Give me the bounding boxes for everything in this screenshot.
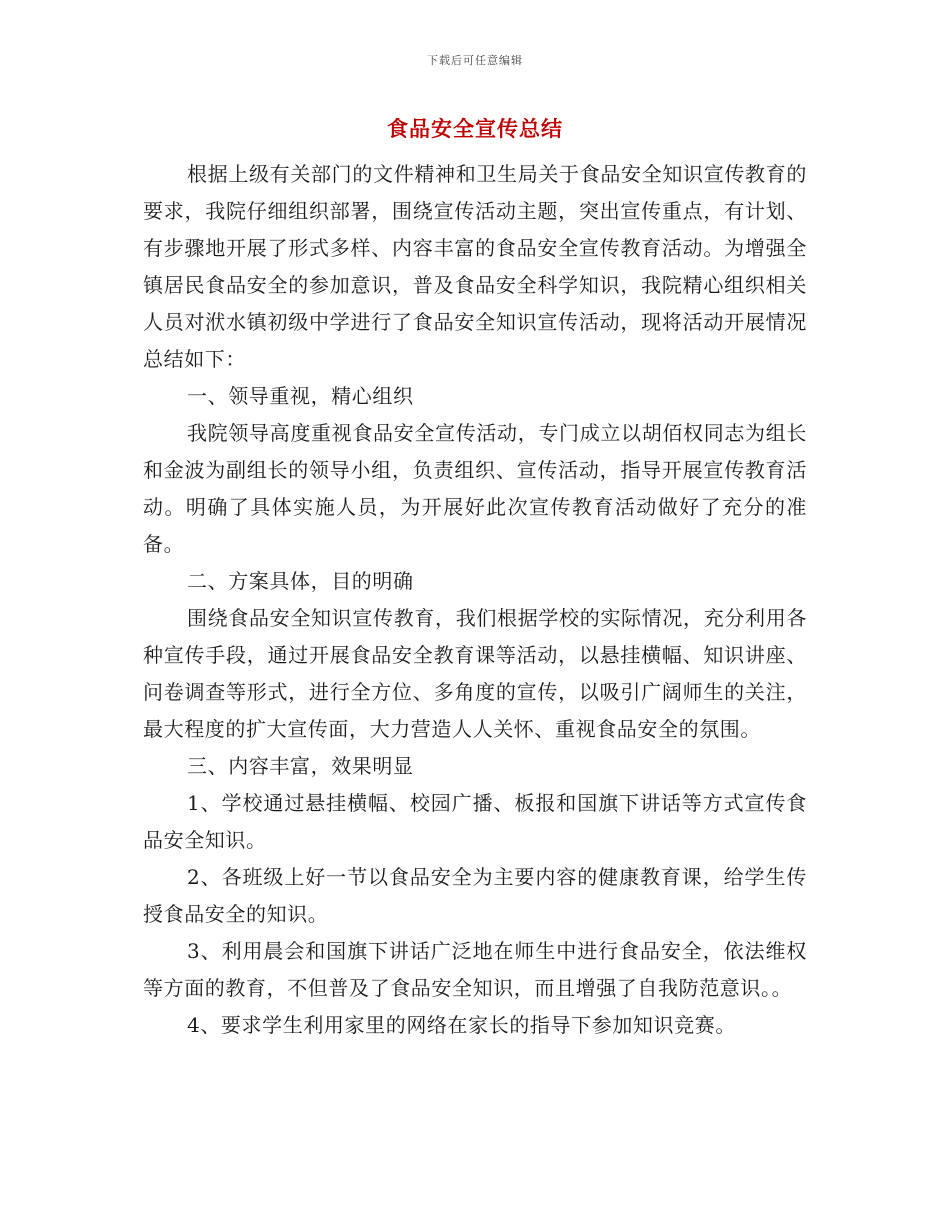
document-title: 食品安全宣传总结	[387, 116, 563, 141]
page-header-note: 下载后可任意编辑	[427, 54, 523, 67]
list-item-3: 3、利用晨会和国旗下讲话广泛地在师生中进行食品安全，依法维权等方面的教育，不但普及了食品安全知识，而且增强了自我防范意识。。	[143, 939, 807, 1000]
intro-paragraph: 根据上级有关部门的文件精神和卫生局关于食品安全知识宣传教育的要求，我院仔细组织部署，围绕宣传活动主题，突出宣传重点，有计划、有步骤地开展了形式多样、内容丰富的食品安全宣传教育活动。为增强全镇居民食品安全的参加意识，普及食品安全科学知识，我院精心组织相关人员对洑水镇初级中学进行了食品安全知识宣传活动，现将活动开展情况总结如下：	[143, 162, 807, 371]
list-item-2: 2、各班级上好一节以食品安全为主要内容的健康教育课，给学生传授食品安全的知识。	[143, 865, 807, 926]
leadership-paragraph: 我院领导高度重视食品安全宣传活动，专门成立以胡佰权同志为组长和金波为副组长的领导小组，负责组织、宣传活动，指导开展宣传教育活动。明确了具体实施人员，为开展好此次宣传教育活动做好了充分的准备。	[143, 421, 807, 556]
section-heading-plan: 二、方案具体，目的明确	[187, 569, 414, 593]
section-heading-content: 三、内容丰富，效果明显	[187, 754, 414, 778]
list-item-1: 1、学校通过悬挂横幅、校园广播、板报和国旗下讲话等方式宣传食品安全知识。	[143, 791, 807, 852]
plan-paragraph: 围绕食品安全知识宣传教育，我们根据学校的实际情况，充分利用各种宣传手段，通过开展食品安全教育课等活动，以悬挂横幅、知识讲座、问卷调查等形式，进行全方位、多角度的宣传，以吸引广阔师生的关注，最大程度的扩大宣传面，大力营造人人关怀、重视食品安全的氛围。	[143, 606, 807, 741]
document-body	[143, 156, 807, 1044]
list-item-4: 4、要求学生利用家里的网络在家长的指导下参加知识竞赛。	[187, 1013, 736, 1037]
section-heading-leadership: 一、领导重视，精心组织	[187, 384, 414, 408]
